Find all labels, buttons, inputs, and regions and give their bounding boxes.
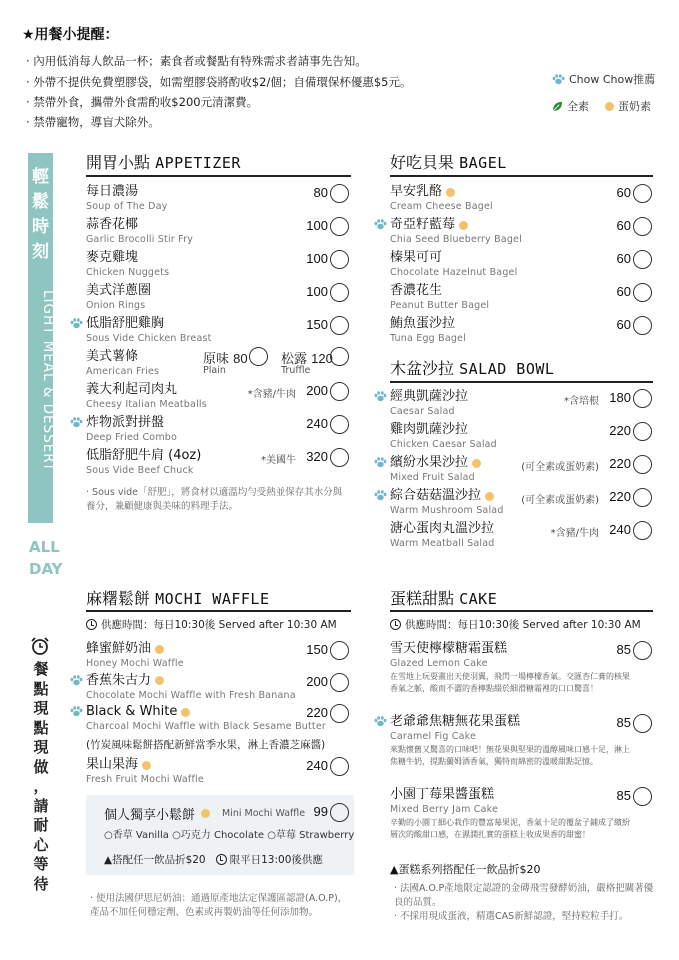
waffle-item-name: [86, 704, 326, 720]
notice-line: · 外帶不提供免費塑膠袋，如需塑膠袋將酌收$2/個；自備環保杯優惠$5元。: [26, 75, 412, 89]
notice-line: · 禁帶外食，攜帶外食需酌收$200元清潔費。: [26, 95, 259, 109]
waffle-item-name: [86, 641, 184, 657]
order-circle[interactable]: [330, 641, 349, 660]
cake-item-name: [390, 714, 520, 730]
section-divider: [86, 610, 351, 612]
appetizer-item-name: [86, 283, 151, 299]
waffle-footnote: · 使用法國伊思尼奶油：通過原產地法定保護區認證(A.O.P)，產品不加任何穩定劑、色素或再製奶油等任何添加物。: [90, 893, 348, 918]
bw-note: (竹炭風味鬆餅搭配新鮮當季水果，淋上香濃芝麻醬): [86, 739, 326, 751]
mini-waffle-heading: [104, 804, 305, 823]
order-circle[interactable]: [633, 521, 652, 540]
cake-footnote-2: · 不採用現成蛋液，精選CAS新鮮認證，堅持粒粒手打。: [394, 911, 629, 922]
appetizer-item-note: *美國牛: [261, 455, 296, 466]
paw-icon: [70, 318, 83, 329]
mini-waffle-options: ○香草 Vanilla ○巧克力 Chocolate ○草莓 Strawberry: [104, 830, 355, 841]
notice-line: · 內用低消每人飲品一杯；素食者或餐點有特殊需求者請事先告知。: [26, 54, 367, 68]
bagel-item-en: Tuna Egg Bagel: [390, 333, 466, 344]
fries-plain-price: 80: [233, 351, 248, 366]
cake-item-name-text: 雪天使檸檬糖霜蛋糕: [390, 641, 508, 656]
order-circle[interactable]: [633, 316, 652, 335]
all-day-line: ALL: [29, 538, 60, 556]
waffle-title-zh: 麻糬鬆餅: [86, 589, 151, 608]
cake-item-name: [390, 787, 498, 803]
appetizer-item-en: Onion Rings: [86, 300, 146, 311]
mini-waffle-limit: [216, 852, 323, 867]
appetizer-item-en: American Fries: [86, 366, 160, 377]
salad-item-price: 220: [609, 423, 631, 438]
legend-chow-chow: [552, 71, 655, 87]
bagel-item-name: [390, 217, 522, 233]
waffle-item-name: [86, 757, 204, 773]
waffle-item: [86, 757, 204, 786]
salad-item-note: (可全素或蛋奶素): [521, 462, 599, 473]
order-circle[interactable]: [330, 704, 349, 723]
fries-truffle-en: Truffle: [281, 365, 311, 376]
alarm-clock-icon: [30, 636, 50, 656]
bagel-item: [390, 217, 522, 246]
bagel-item-en: Chocolate Hazelnut Bagel: [390, 267, 518, 278]
waffle-item-price: 150: [306, 642, 328, 657]
bagel-item-name-text: 榛果可可: [390, 250, 443, 265]
appetizer-item: [86, 382, 207, 411]
bagel-item: [390, 283, 489, 312]
salad-item-name-text: 繽紛水果沙拉: [390, 455, 469, 470]
mini-waffle-deal: [104, 852, 323, 867]
order-circle[interactable]: [633, 422, 652, 441]
cake-footnote-1: · 法國A.O.P產地限定認證的金磚飛雪發酵奶油，嚴格把關著優良的品質。: [394, 883, 654, 908]
bagel-title-zh: 好吃貝果: [390, 153, 455, 172]
side-note-char: 現: [33, 738, 49, 756]
bagel-item: [390, 316, 466, 345]
appetizer-item-price: 100: [306, 284, 328, 299]
paw-icon: [374, 457, 387, 468]
appetizer-footnote: · Sous vide「舒肥」，將食材以適溫均勻受熱並保存其水分與養分，兼顧健康與美味的料理手法。: [86, 487, 343, 512]
section-divider: [86, 175, 351, 177]
appetizer-item-en: Sous Vide Chicken Breast: [86, 333, 212, 344]
cake-item-price: 85: [616, 715, 631, 730]
bagel-item-name: [390, 316, 466, 332]
cake-title: [390, 586, 497, 609]
side-char: 時: [32, 217, 49, 237]
order-circle[interactable]: [330, 316, 349, 335]
appetizer-item-name-text: 每日濃湯: [86, 184, 139, 199]
salad-title-en: SALAD BOWL: [459, 360, 555, 378]
appetizer-item-name-text: 低脂舒肥牛肩 (4oz): [86, 448, 202, 463]
appetizer-item-name-text: 美式洋蔥圈: [86, 283, 152, 298]
side-note-char: 請: [33, 796, 49, 815]
appetizer-item-en: Deep Fried Combo: [86, 432, 178, 443]
bagel-item-en: Chia Seed Blueberry Bagel: [390, 234, 522, 245]
appetizer-item-en: Sous Vide Beef Chuck: [86, 465, 194, 476]
waffle-service-time: [86, 617, 337, 632]
order-circle[interactable]: [330, 803, 349, 822]
appetizer-item-en: Garlic Brocolli Stir Fry: [86, 234, 194, 245]
appetizer-item-price: 100: [306, 251, 328, 266]
ovo-lacto-dot-icon: [201, 809, 210, 818]
legend-ovo-lacto-label: 蛋奶素: [618, 100, 651, 113]
order-circle[interactable]: [330, 757, 349, 776]
mini-waffle-en: Mini Mochi Waffle: [222, 808, 306, 819]
legend-diet: [552, 98, 651, 114]
salad-item-en: Mixed Fruit Salad: [390, 472, 475, 483]
order-circle[interactable]: [633, 787, 652, 806]
appetizer-item: [86, 283, 151, 312]
appetizer-item: [86, 316, 212, 345]
paw-icon: [374, 716, 387, 727]
bagel-item-name-text: 早安乳酪: [390, 184, 443, 199]
fries-plain-en: Plain: [203, 365, 226, 376]
side-note-char: 點: [33, 679, 49, 698]
salad-item-name: [390, 521, 495, 537]
salad-item-name: [390, 422, 497, 438]
legend-chow-chow-label: Chow Chow推薦: [569, 73, 656, 86]
appetizer-item-name: [86, 349, 159, 365]
salad-item: [390, 389, 468, 418]
waffle-item-price: 220: [306, 705, 328, 720]
all-day-line: DAY: [29, 560, 63, 578]
ovo-lacto-dot-icon: [472, 459, 481, 468]
salad-item-price: 180: [609, 390, 631, 405]
order-circle[interactable]: [330, 217, 349, 236]
bagel-title-en: BAGEL: [459, 154, 507, 172]
waffle-title-en: MOCHI WAFFLE: [155, 590, 270, 608]
order-circle[interactable]: [633, 184, 652, 203]
bagel-item-en: Peanut Butter Bagel: [390, 300, 490, 311]
cake-item-desc: 辛勤的小園丁細心栽作的豐富莓果泥，香氣十足的覆盆子鋪成了繽紛層次的酸甜口感，在濕潤扎實的蛋糕上收成果香的甜蜜！: [390, 818, 630, 839]
cake-item-name-text: 小園丁莓果醬蛋糕: [390, 787, 495, 802]
appetizer-item-note: *含豬/牛肉: [247, 389, 296, 400]
cake-item: [390, 714, 520, 743]
cake-deal: ▲蛋糕系列搭配任一飲品折$20: [390, 863, 541, 876]
salad-item-en: Caesar Salad: [390, 406, 455, 417]
waffle-item-price: 200: [306, 673, 328, 689]
bagel-item-name: [390, 184, 493, 200]
appetizer-item-name-text: 低脂舒肥雞胸: [86, 316, 165, 331]
bagel-item-price: 60: [616, 218, 631, 233]
salad-item-en: Warm Mushroom Salad: [390, 505, 504, 516]
order-circle[interactable]: [330, 415, 349, 434]
paw-icon: [70, 417, 83, 428]
cake-item: [390, 787, 498, 816]
order-circle[interactable]: [330, 347, 349, 366]
bagel-item: [390, 184, 493, 213]
clock-icon: [216, 854, 227, 865]
bagel-item-en: Cream Cheese Bagel: [390, 201, 493, 212]
appetizer-item: [86, 448, 201, 477]
cake-item-en: Glazed Lemon Cake: [390, 658, 488, 669]
ovo-lacto-dot-icon: [485, 492, 494, 501]
ovo-lacto-dot-icon: [181, 708, 190, 717]
salad-item-name-text: 經典凱薩沙拉: [390, 389, 469, 404]
paw-icon: [374, 391, 387, 402]
cake-item-price: 85: [616, 788, 631, 803]
fries-truffle-price: 120: [311, 351, 333, 366]
mini-waffle-limit-text: 限平日13:00後供應: [229, 854, 323, 866]
section-divider: [390, 175, 653, 177]
side-note-char: 餐: [33, 660, 49, 678]
paw-icon: [374, 490, 387, 501]
appetizer-item-en: Soup of The Day: [86, 201, 168, 212]
order-circle[interactable]: [633, 641, 652, 660]
appetizer-item-name-text: 蒜香花椰: [86, 217, 139, 232]
appetizer-item-price: 320: [306, 449, 328, 464]
salad-title-zh: 木盆沙拉: [390, 359, 455, 378]
salad-item-name-text: 溏心蛋肉丸溫沙拉: [390, 521, 495, 536]
salad-item: [390, 488, 504, 517]
order-circle[interactable]: [633, 283, 652, 302]
appetizer-item-en: Chicken Nuggets: [86, 267, 170, 278]
appetizer-item-price: 240: [306, 416, 328, 431]
waffle-item-en: Chocolate Mochi Waffle with Fresh Banana: [86, 689, 296, 701]
salad-item-name: [390, 455, 481, 471]
appetizer-item-name: [86, 250, 169, 266]
cake-service-time: [390, 617, 641, 632]
appetizer-item: [86, 217, 193, 246]
appetizer-item-name: [86, 184, 168, 200]
cake-item-name-text: 老爺爺焦糖無花果蛋糕: [390, 714, 521, 729]
bagel-title: [390, 150, 507, 173]
salad-item-price: 240: [609, 522, 631, 537]
cake-item-en: Caramel Fig Cake: [390, 731, 477, 742]
appetizer-item-name-text: 義大利起司肉丸: [86, 382, 178, 397]
ovo-lacto-dot-icon: [142, 761, 151, 770]
cake-item-desc: 在雪地上玩耍畫出天使羽翼，飛閃一場檸檬香氣。交匯杏仁膏的核果香氣之脈，酸而不澀的香檸點綴於細滑糖霜裡的口口驚喜！: [390, 672, 630, 693]
cake-service-text: 供應時間：每日10:30後 Served after 10:30 AM: [405, 619, 641, 631]
cake-item-desc: 來點懷舊又驚喜的口味吧！無花果與堅果的溫醇風味口感十足，淋上焦糖牛奶，提點蘭姆酒香氣，獨特而綿密的溫暖甜點記憶。: [390, 745, 630, 766]
appetizer-item-name: [86, 217, 193, 233]
order-circle[interactable]: [633, 389, 652, 408]
waffle-item-name: [86, 673, 296, 689]
appetizer-item: [86, 415, 177, 444]
salad-item-price: 220: [609, 456, 631, 471]
order-circle[interactable]: [633, 250, 652, 269]
appetizer-item-name: [86, 316, 212, 332]
waffle-item: [86, 704, 326, 733]
salad-item-name: [390, 488, 504, 504]
mini-waffle-zh: 個人獨享小鬆餅: [104, 808, 196, 823]
notice-title: ★用餐小提醒：: [22, 27, 119, 43]
order-circle[interactable]: [330, 184, 349, 203]
waffle-item-price: 240: [306, 758, 328, 773]
appetizer-item-price: 200: [306, 383, 328, 398]
side-banner-subtitle: LIGHT MEAL & DESSERT: [40, 290, 58, 472]
cake-item-price: 85: [616, 642, 631, 657]
bagel-item-price: 60: [616, 317, 631, 332]
salad-item: [390, 521, 495, 550]
bagel-item-price: 60: [616, 185, 631, 200]
section-divider: [390, 610, 653, 612]
salad-item: [390, 455, 481, 484]
order-circle[interactable]: [633, 217, 652, 236]
waffle-item: [86, 673, 296, 702]
salad-item-name: [390, 389, 468, 405]
section-divider: [390, 381, 653, 383]
appetizer-item-name: [86, 382, 207, 398]
appetizer-item-name: [86, 448, 201, 464]
waffle-item-en: Charcoal Mochi Waffle with Black Sesame Butter: [86, 721, 327, 732]
appetizer-item-name: [86, 415, 177, 431]
side-char: 刻: [32, 242, 49, 262]
order-circle[interactable]: [330, 448, 349, 467]
order-circle[interactable]: [330, 382, 349, 401]
cake-title-en: CAKE: [459, 590, 498, 608]
salad-item-price: 220: [609, 489, 631, 504]
appetizer-item: [86, 184, 168, 213]
cake-item: [390, 641, 507, 670]
side-note-char: 心: [33, 835, 49, 854]
appetizer-item-price: 150: [306, 317, 328, 332]
salad-item-note: *含培根: [564, 396, 599, 407]
appetizer-item: [86, 250, 169, 279]
side-note-char: 現: [33, 699, 49, 717]
side-banner-title: [28, 165, 53, 265]
side-char: 鬆: [32, 192, 49, 212]
salad-item-en: Chicken Caesar Salad: [390, 439, 497, 450]
ovo-lacto-dot-icon: [605, 102, 614, 111]
clock-icon: [86, 619, 97, 630]
cake-item-name: [390, 641, 507, 657]
order-circle[interactable]: [633, 455, 652, 474]
side-note: [31, 660, 51, 894]
side-note-char: ，: [33, 777, 49, 795]
side-note-char: 耐: [33, 816, 49, 834]
fries-plain-zh: 原味: [203, 352, 230, 367]
paw-icon: [70, 675, 83, 686]
appetizer-item-name-text: 炸物派對拼盤: [86, 415, 165, 430]
fries-truffle-zh: 松露: [281, 352, 308, 367]
salad-item-en: Warm Meatball Salad: [390, 538, 495, 549]
appetizer-item-en: Cheesy Italian Meatballs: [86, 399, 207, 410]
waffle-item: [86, 641, 184, 670]
bagel-item-name-text: 香濃花生: [390, 283, 443, 298]
order-circle[interactable]: [633, 488, 652, 507]
appetizer-item-name-text: 美式薯條: [86, 349, 139, 364]
mini-waffle-deal-text: ▲搭配任一飲品折$20: [104, 854, 206, 866]
appetizer-title-zh: 開胃小點: [86, 153, 151, 172]
waffle-item-name-text: 香蕉朱古力: [86, 672, 152, 688]
side-note-char: 等: [33, 855, 49, 873]
cake-item-en: Mixed Berry Jam Cake: [390, 804, 499, 815]
bagel-item-price: 60: [616, 284, 631, 299]
salad-item-name-text: 雞肉凱薩沙拉: [390, 422, 469, 437]
bagel-item-name: [390, 250, 517, 266]
appetizer-item-price: 80: [313, 185, 328, 200]
legend-vegan-label: 全素: [567, 100, 589, 113]
salad-item-name-text: 綜合菇菇溫沙拉: [390, 488, 482, 503]
appetizer-item-name-text: 麥克雞塊: [86, 250, 139, 265]
order-circle[interactable]: [633, 714, 652, 733]
salad-item-note: *含豬/牛肉: [550, 528, 599, 539]
salad-item: [390, 422, 497, 451]
bagel-item-name-text: 鮪魚蛋沙拉: [390, 316, 456, 331]
waffle-item-name-text: Black & White: [86, 704, 178, 719]
ovo-lacto-dot-icon: [155, 645, 164, 654]
bagel-item-name: [390, 283, 489, 299]
paw-icon: [552, 74, 565, 85]
bagel-item: [390, 250, 517, 279]
side-note-char: 待: [33, 874, 49, 893]
waffle-item-name-text: 蜂蜜鮮奶油: [86, 641, 152, 656]
ovo-lacto-dot-icon: [459, 221, 468, 230]
order-circle[interactable]: [330, 673, 349, 692]
salad-title: [390, 356, 554, 379]
bagel-item-price: 60: [616, 251, 631, 266]
bagel-item-name-text: 奇亞籽藍莓: [390, 217, 456, 232]
waffle-service-text: 供應時間：每日10:30後 Served after 10:30 AM: [101, 619, 337, 631]
side-char: 輕: [32, 167, 49, 187]
paw-icon: [374, 219, 387, 230]
waffle-item-en: Honey Mochi Waffle: [86, 658, 184, 669]
waffle-title: [86, 586, 269, 609]
appetizer-title: [86, 150, 241, 173]
waffle-item-name-text: 果山果海: [86, 757, 139, 772]
side-note-char: 做: [33, 757, 49, 776]
leaf-icon: [552, 101, 563, 112]
appetizer-title-en: APPETIZER: [155, 154, 241, 172]
side-note-char: 點: [33, 718, 49, 737]
salad-item-note: (可全素或蛋奶素): [521, 495, 599, 506]
appetizer-item-price: 100: [306, 218, 328, 233]
waffle-item-en: Fresh Fruit Mochi Waffle: [86, 774, 204, 785]
order-circle[interactable]: [330, 283, 349, 302]
notice-line: · 禁帶寵物，導盲犬除外。: [26, 115, 160, 129]
paw-icon: [70, 706, 83, 717]
all-day-label: [29, 536, 63, 580]
order-circle[interactable]: [330, 250, 349, 269]
mini-waffle-price: 99: [313, 804, 328, 819]
cake-title-zh: 蛋糕甜點: [390, 589, 455, 608]
ovo-lacto-dot-icon: [155, 676, 164, 685]
clock-icon: [390, 619, 401, 630]
appetizer-item: [86, 349, 159, 378]
ovo-lacto-dot-icon: [446, 188, 455, 197]
order-circle[interactable]: [249, 347, 268, 366]
